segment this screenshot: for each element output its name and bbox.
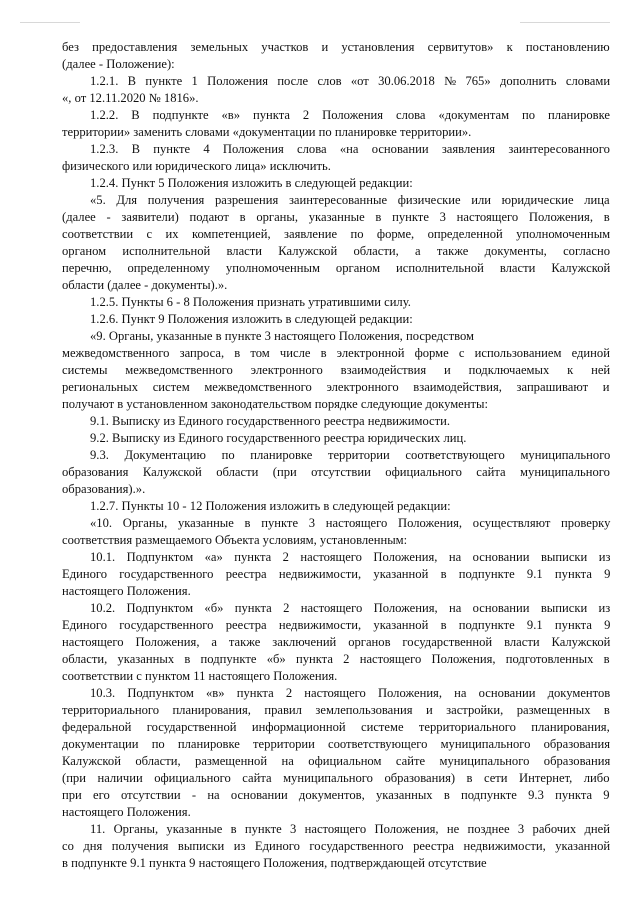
text-line: Калужской области, размещенной на официальном сайте муниципального образования — [62, 754, 611, 768]
text-line: области, указанных в подпункте «б» пункта 2 настоящего Положения, подготовленных в — [62, 652, 610, 666]
text-line: настоящего Положения. — [62, 805, 191, 819]
text-line: (далее - заявители) подают в органы, указанные в пункте 3 настоящего Положения, в — [62, 210, 610, 224]
scan-artifact — [520, 22, 610, 23]
text-line: «9. Органы, указанные в пункте 3 настоящего Положения, посредством — [90, 329, 475, 343]
text-line: области (далее - документы).». — [62, 278, 228, 292]
text-line: со дня получения выписки из Единого государственного реестра недвижимости, указанной — [62, 839, 611, 853]
text-line: Единого государственного реестра недвижимости, указанной в подпункте 9.1 пункта 9 — [62, 618, 611, 632]
text-line: «10. Органы, указанные в пункте 3 настоящего Положения, осуществляют проверку — [90, 516, 611, 530]
text-line: настоящего Положения, а также заключений органов государственной власти Калужской — [62, 635, 611, 649]
text-line: 10.3. Подпунктом «в» пункта 2 настоящего Положения, на основании документов — [90, 686, 611, 700]
text-line: региональных систем межведомственного электронного взаимодействия, запрашивают и — [62, 380, 610, 394]
text-line: без предоставления земельных участков и установления сервитутов» к постановлению — [62, 40, 610, 54]
text-line: территории» заменить словами «документации по планировке территории». — [62, 125, 472, 139]
text-line: 9.3. Документацию по планировке территории соответствующего муниципального — [90, 448, 611, 462]
text-line: (при наличии официального сайта муниципального образования) в сети Интернет, либо — [62, 771, 610, 785]
text-line: 10.1. Подпунктом «а» пункта 2 настоящего Положения, на основании выписки из — [90, 550, 611, 564]
text-line: образования Калужской области (при отсутствии официального сайта муниципального — [62, 465, 610, 479]
text-line: 1.2.2. В подпункте «в» пункта 2 Положения слова «документам по планировке — [90, 108, 611, 122]
text-line: в подпункте 9.1 пункта 9 настоящего Положения, подтверждающей отсутствие — [62, 856, 487, 870]
text-line: 9.1. Выписку из Единого государственного реестра недвижимости. — [90, 414, 451, 428]
text-line: соответствии с пунктом 11 настоящего Положения. — [62, 669, 338, 683]
text-line: физического или юридического лица» исключить. — [62, 159, 331, 173]
text-line: 1.2.4. Пункт 5 Положения изложить в следующей редакции: — [90, 176, 413, 190]
text-line: федеральной государственной информационной системе территориального планирования, — [62, 720, 610, 734]
text-line: территориального планирования, правил землепользования и застройки, размещенных в — [62, 703, 610, 717]
text-line: «, от 12.11.2020 № 1816». — [62, 91, 199, 105]
text-line: документации по планировке территории соответствующего муниципального образования — [62, 737, 611, 751]
text-line: Единого государственного реестра недвижимости, указанной в подпункте 9.1 пункта 9 — [62, 567, 611, 581]
text-line: перечню, определенному уполномоченным органом исполнительной власти Калужской — [62, 261, 611, 275]
text-line: получают в установленном законодательством порядке следующие документы: — [62, 397, 488, 411]
text-line: образования).». — [62, 482, 146, 496]
text-line: 1.2.5. Пункты 6 - 8 Положения признать утратившими силу. — [90, 295, 411, 309]
text-line: «5. Для получения разрешения заинтересованные физические или юридические лица — [90, 193, 610, 207]
text-line: органом исполнительной власти Калужской области, а также документы, согласно — [62, 244, 611, 258]
text-line: 1.2.1. В пункте 1 Положения после слов «от 30.06.2018 № 765» дополнить словами — [90, 74, 611, 88]
text-line: 1.2.6. Пункт 9 Положения изложить в следующей редакции: — [90, 312, 413, 326]
text-line: 9.2. Выписку из Единого государственного реестра юридических лиц. — [90, 431, 467, 445]
text-line: системы межведомственного электронного взаимодействия и подключаемых к ней — [62, 363, 611, 377]
text-line: 11. Органы, указанные в пункте 3 настоящего Положения, не позднее 3 рабочих дней — [90, 822, 610, 836]
scan-artifact — [20, 22, 80, 23]
text-line: при его отсутствии - на основании документов, указанных в подпункте 9.3 пункта 9 — [62, 788, 610, 802]
text-line: межведомственного запроса, в том числе в электронной форме с использованием единой — [62, 346, 610, 360]
text-line: (далее - Положение): — [62, 57, 175, 71]
text-line: соответствия размещаемого Объекта условиям, установленным: — [62, 533, 408, 547]
text-line: 10.2. Подпунктом «б» пункта 2 настоящего Положения, на основании выписки из — [90, 601, 611, 615]
text-line: настоящего Положения. — [62, 584, 191, 598]
text-line: соответствии с их компетенцией, заявление по форме, определенной уполномоченным — [62, 227, 611, 241]
text-line: 1.2.3. В пункте 4 Положения слова «на основании заявления заинтересованного — [90, 142, 610, 156]
text-line: 1.2.7. Пункты 10 - 12 Положения изложить в следующей редакции: — [90, 499, 451, 513]
